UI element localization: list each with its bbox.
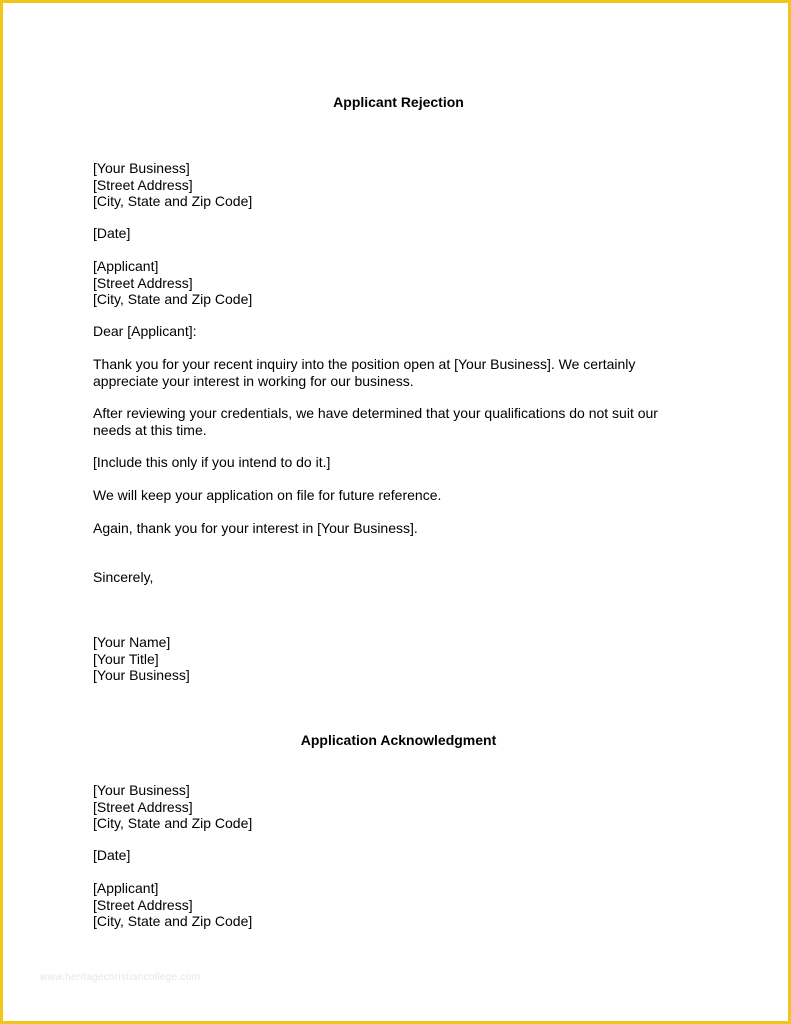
- rejection-title: Applicant Rejection: [333, 94, 464, 110]
- acknowledgment-sender-address: [93, 782, 693, 832]
- acknowledgment-recipient-address: [93, 880, 693, 930]
- recipient-name: [Applicant]: [93, 258, 159, 274]
- recipient-name: [Applicant]: [93, 880, 159, 896]
- recipient-city: [City, State and Zip Code]: [93, 913, 253, 929]
- recipient-street: [Street Address]: [93, 896, 193, 913]
- recipient-street: [Street Address]: [93, 274, 193, 291]
- sender-business: [Your Business]: [93, 160, 190, 176]
- signature-business: [Your Business]: [93, 667, 190, 683]
- sender-street: [Street Address]: [93, 176, 193, 193]
- paragraph-5: Again, thank you for your interest in [Your Business].: [93, 520, 418, 536]
- closing: Sincerely,: [93, 569, 154, 585]
- watermark: www.heritagechristiancollege.com: [40, 972, 201, 983]
- salutation: Dear [Applicant]:: [93, 323, 197, 339]
- sender-city: [City, State and Zip Code]: [93, 815, 253, 831]
- sender-street: [Street Address]: [93, 798, 193, 815]
- rejection-sender-address: [93, 160, 693, 210]
- rejection-recipient-address: [93, 258, 693, 308]
- recipient-city: [City, State and Zip Code]: [93, 291, 253, 307]
- paragraph-3: [Include this only if you intend to do it.]: [93, 454, 331, 470]
- paragraph-2-line-2: needs at this time.: [93, 421, 207, 438]
- sender-business: [Your Business]: [93, 782, 190, 798]
- paragraph-1: [93, 356, 693, 389]
- paragraph-2: [93, 405, 693, 438]
- sender-city: [City, State and Zip Code]: [93, 193, 253, 209]
- paragraph-2-line-1: After reviewing your credentials, we have determined that your qualifications do not suit our: [93, 405, 658, 421]
- rejection-date: [Date]: [93, 225, 131, 241]
- signature-block: [93, 634, 693, 684]
- paragraph-1-line-1: Thank you for your recent inquiry into the position open at [Your Business]. We certainly: [93, 356, 636, 372]
- acknowledgment-title: Application Acknowledgment: [300, 732, 497, 748]
- signature-title: [Your Title]: [93, 650, 159, 667]
- acknowledgment-date: [Date]: [93, 847, 131, 863]
- document-page: [3, 3, 788, 1021]
- paragraph-1-line-2: appreciate your interest in working for our business.: [93, 372, 414, 389]
- signature-name: [Your Name]: [93, 634, 171, 650]
- paragraph-4: We will keep your application on file for future reference.: [93, 487, 442, 503]
